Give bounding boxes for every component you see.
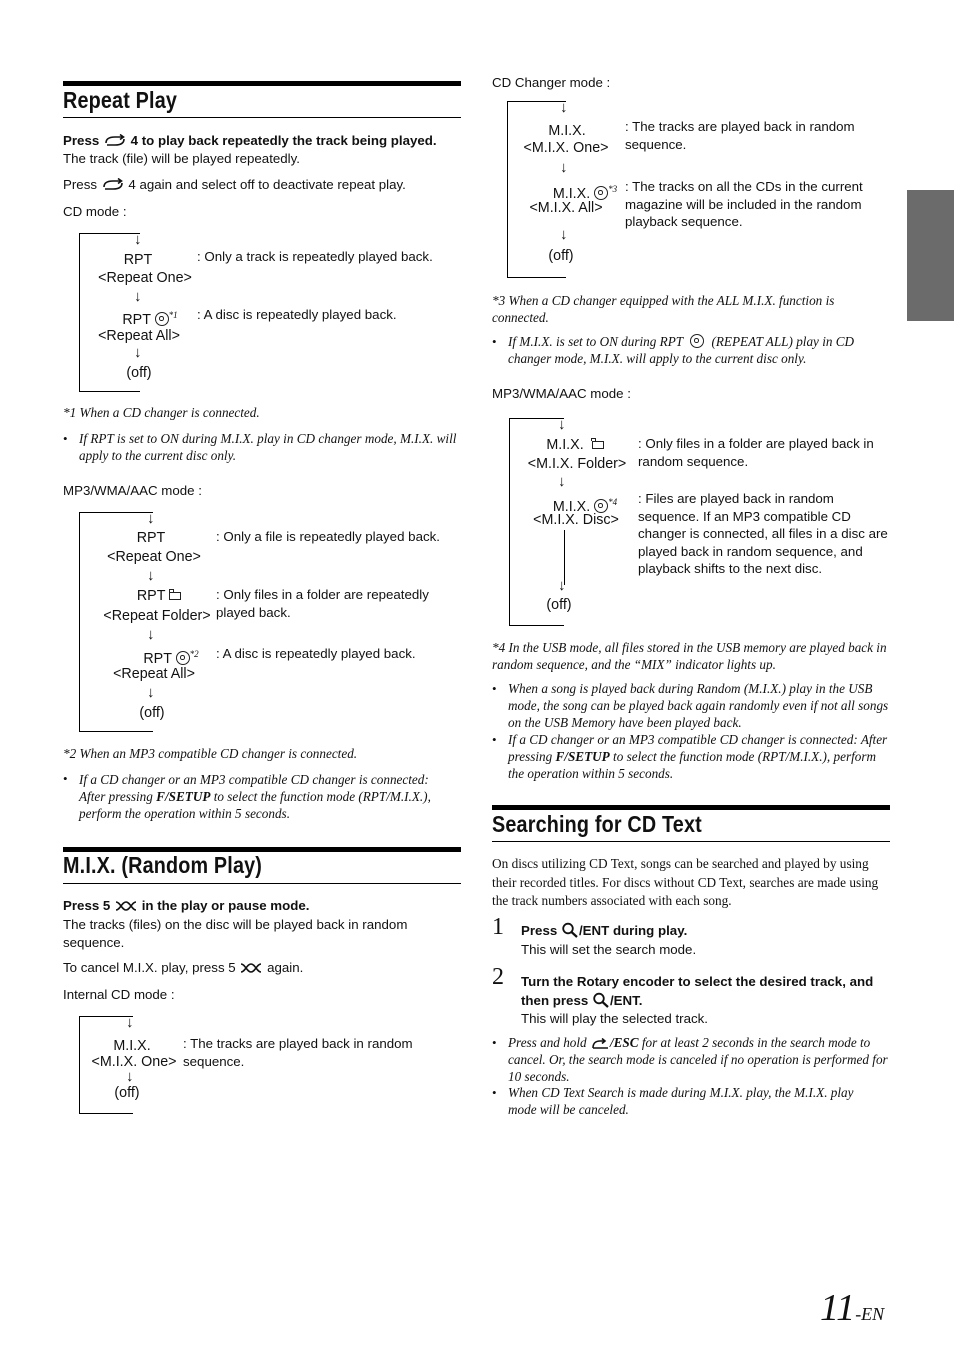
mp3-mode-label: MP3/WMA/AAC mode : <box>63 483 202 498</box>
flow-desc: : The tracks on all the CDs in the current magazine will be included in the random playback sequence. <box>625 179 863 229</box>
shuffle-icon <box>239 961 263 975</box>
mp3-mode-label: MP3/WMA/AAC mode : <box>492 386 631 401</box>
arrow-down-icon: ↓ <box>147 567 155 584</box>
bullet: • <box>492 334 497 349</box>
repeat-icon <box>103 134 127 148</box>
disc-icon <box>176 651 190 665</box>
flow-desc: : A disc is repeatedly played back. <box>197 307 397 322</box>
arrow-down-icon: ↓ <box>134 231 142 248</box>
mix-press-instruction: Press 5 in the play or pause mode. <box>63 898 310 913</box>
bullet: • <box>492 681 497 696</box>
step1-instruction: Press /ENT during play. <box>521 923 688 938</box>
footnote: *3 When a CD changer equipped with the ALL M.I.X. function is connected. <box>492 293 835 325</box>
section-title-repeat: Repeat Play <box>63 87 178 113</box>
disc-icon <box>155 312 169 326</box>
flow-desc: : Only files in a folder are repeatedly played back. <box>216 587 429 620</box>
flow-desc: : A disc is repeatedly played back. <box>216 646 416 661</box>
note: When a song is played back during Random (M.I.X.) play in the USB mode, the song can be played back again randomly even if not all songs on the USB Memory have been played back. <box>508 681 889 730</box>
bullet: • <box>492 732 497 747</box>
flow-desc: : Files are played back in random sequence. If an MP3 compatible CD changer is connected, all files in a disc are played back in random sequence, and playback shifts to the next disc. <box>638 491 888 576</box>
flow-desc: : The tracks are played back in random sequence. <box>625 119 855 152</box>
arrow-down-icon: ↓ <box>126 1014 134 1031</box>
step2-sub: This will play the selected track. <box>521 1011 708 1026</box>
arrow-down-icon: ↓ <box>147 684 155 701</box>
arrow-down-icon: ↓ <box>147 510 155 527</box>
flow-mix-folder: <M.I.X. Folder> <box>527 456 627 472</box>
folder-icon <box>592 441 604 449</box>
title-underline <box>63 117 461 118</box>
page-number: 11-EN <box>820 1287 885 1329</box>
search-icon <box>561 922 579 938</box>
flow-desc: : The tracks are played back in random sequence. <box>183 1036 413 1069</box>
step1-sub: This will set the search mode. <box>521 942 697 957</box>
title-bar <box>492 805 890 810</box>
internal-cd-mode-label: Internal CD mode : <box>63 987 175 1002</box>
title-underline <box>492 841 890 842</box>
flow-rpt-folder: RPT <box>124 587 194 605</box>
flow-repeat-all: <Repeat All> <box>113 666 195 682</box>
bullet: • <box>492 1085 497 1100</box>
arrow-down-icon: ↓ <box>147 626 155 643</box>
flow-desc: : Only a track is repeatedly played back. <box>197 249 433 264</box>
flow-mix-one: <M.I.X. One> <box>91 1054 177 1070</box>
bullet: • <box>63 431 68 446</box>
search-intro: On discs utilizing CD Text, songs can be searched and played by using their recorded titles. For discs without CD Text, searches are made using the track numbers associated with each song. <box>492 856 879 908</box>
title-underline <box>63 883 461 884</box>
bullet: • <box>63 771 68 786</box>
note: If a CD changer or an MP3 compatible CD changer is connected: After pressing F/SETUP to select the function mode (RPT/M.I.X.), perform the operation within 5 seconds. <box>508 732 888 781</box>
flow-desc: : Only a file is repeatedly played back. <box>216 529 440 544</box>
flow-rpt-all: RPT $^{*1}$ <box>122 310 178 328</box>
arrow-down-icon: ↓ <box>558 416 566 433</box>
note: Press and hold /ESC for at least 2 seconds in the search mode to cancel. Or, the search mode is canceled if no operation is performed for 10 seconds. <box>508 1035 888 1084</box>
arrow-down-icon: ↓ <box>126 1068 134 1085</box>
flow-rpt: RPT <box>136 530 166 546</box>
title-bar <box>63 81 461 86</box>
footnote: *1 When a CD changer is connected. <box>63 405 260 420</box>
bullet: • <box>492 1035 497 1050</box>
mix-description: The tracks (files) on the disc will be played back in random sequence. <box>63 917 408 950</box>
flow-off: (off) <box>114 1085 140 1101</box>
arrow-down-icon: ↓ <box>560 226 568 243</box>
section-title-search: Searching for CD Text <box>492 811 702 837</box>
arrow-down-icon: ↓ <box>560 99 568 116</box>
repeat-icon <box>101 178 125 192</box>
arrow-down-icon: ↓ <box>558 473 566 490</box>
flow-mix-all-row: M.I.X. $^{*3}$ <box>552 184 618 202</box>
back-icon <box>590 1038 610 1050</box>
note: When CD Text Search is made during M.I.X. play, the M.I.X. play mode will be canceled. <box>508 1085 854 1117</box>
flow-mix-all: <M.I.X. All> <box>529 200 603 216</box>
folder-icon <box>169 592 181 600</box>
footnote: *4 In the USB mode, all files stored in the USB memory are played back in random sequence, and the “MIX” indicator lights up. <box>492 640 887 672</box>
disc-icon <box>594 186 608 200</box>
flow-repeat-all: <Repeat All> <box>98 328 180 344</box>
flow-desc: : Only files in a folder are played back in random sequence. <box>638 436 874 469</box>
arrow-down-icon: ↓ <box>134 344 142 361</box>
flow-mix-one: <M.I.X. One> <box>523 140 609 156</box>
note: If RPT is set to ON during M.I.X. play in CD changer mode, M.I.X. will apply to the current disc only. <box>79 431 457 463</box>
repeat-description: The track (file) will be played repeatedly. <box>63 151 300 166</box>
note: If a CD changer or an MP3 compatible CD changer is connected: After pressing F/SETUP to select the function mode (RPT/M.I.X.), perform the operation within 5 seconds. <box>79 772 431 821</box>
flow-rpt: RPT <box>123 252 153 268</box>
search-icon <box>592 992 610 1008</box>
step-number: 2 <box>492 964 504 990</box>
shuffle-icon <box>114 899 138 913</box>
arrow-down-icon: ↓ <box>134 288 142 305</box>
arrow-down-icon: ↓ <box>558 577 566 594</box>
section-title-mix: M.I.X. (Random Play) <box>63 852 263 878</box>
cd-mode-label: CD mode : <box>63 204 127 219</box>
side-tab <box>907 190 954 321</box>
flow-off: (off) <box>126 365 152 381</box>
flow-mix-folder-row: M.I.X. <box>540 436 610 454</box>
repeat-press-instruction: Press 4 to play back repeatedly the track being played. <box>63 133 437 148</box>
flow-off: (off) <box>548 248 574 264</box>
flow-rpt-all: RPT $^{*2}$ <box>143 649 199 667</box>
flow-mix-disc-row: M.I.X. $^{*4}$ <box>552 497 618 515</box>
flow-repeat-one: <Repeat One> <box>98 270 192 286</box>
flow-repeat-one: <Repeat One> <box>107 549 201 565</box>
step2-instruction: Turn the Rotary encoder to select the desired track, and then press /ENT. <box>521 974 874 1008</box>
flow-repeat-folder: <Repeat Folder> <box>103 608 211 624</box>
flow-off: (off) <box>139 705 165 721</box>
repeat-deactivate: Press 4 again and select off to deactivate repeat play. <box>63 177 406 192</box>
flow-off: (off) <box>546 597 572 613</box>
mix-cancel: To cancel M.I.X. play, press 5 again. <box>63 960 304 975</box>
disc-icon <box>690 334 704 348</box>
footnote: *2 When an MP3 compatible CD changer is connected. <box>63 746 358 761</box>
step-number: 1 <box>492 914 504 940</box>
flow-mix-disc: <M.I.X. Disc> <box>533 512 619 528</box>
flow-mix: M.I.X. <box>113 1038 151 1054</box>
note: If M.I.X. is set to ON during RPT (REPEAT ALL) play in CD changer mode, M.I.X. will apply to the current disc only. <box>508 334 855 366</box>
arrow-down-icon: ↓ <box>560 159 568 176</box>
cd-changer-mode-label: CD Changer mode : <box>492 75 611 90</box>
flow-mix: M.I.X. <box>548 123 586 139</box>
